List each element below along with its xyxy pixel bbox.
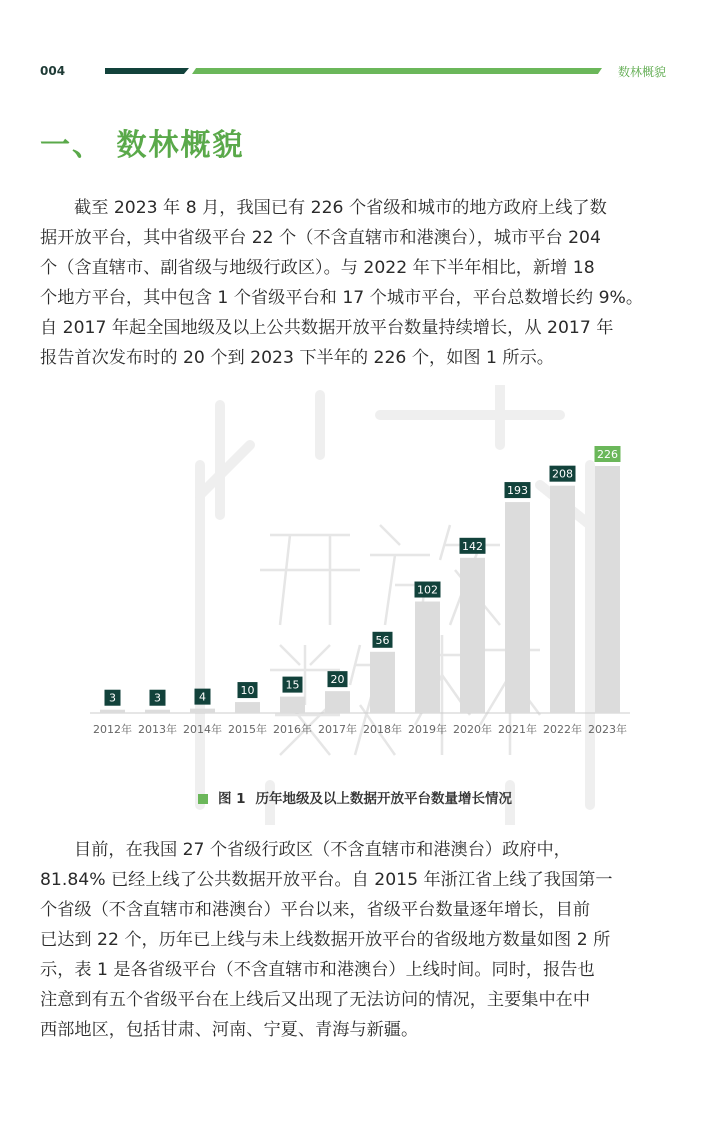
paragraph-line: 目前，在我国 27 个省级行政区（不含直辖市和港澳台）政府中， bbox=[74, 840, 571, 860]
section-title: 一、 数林概貌 bbox=[40, 128, 245, 163]
paragraph-line: 个省级（不含直辖市和港澳台）平台以来，省级平台数量逐年增长，目前 bbox=[40, 900, 591, 920]
bar-2016年 bbox=[280, 697, 305, 713]
value-label: 142 bbox=[462, 539, 483, 553]
paragraph-line: 注意到有五个省级平台在上线后又出现了无法访问的情况，主要集中在中 bbox=[40, 990, 591, 1010]
paragraph-line: 西部地区，包括甘肃、河南、宁夏、青海与新疆。 bbox=[40, 1020, 419, 1040]
value-label: 10 bbox=[240, 684, 255, 698]
chart-value-labels bbox=[105, 446, 621, 706]
header-bar-green bbox=[192, 68, 602, 74]
x-tick-label: 2014年 bbox=[183, 723, 222, 736]
x-tick-label: 2021年 bbox=[498, 723, 537, 736]
paragraph-line: 截至 2023 年 8 月，我国已有 226 个省级和城市的地方政府上线了数 bbox=[74, 198, 607, 218]
bar-2012年 bbox=[100, 710, 125, 713]
chart-bars bbox=[100, 466, 620, 713]
value-label: 20 bbox=[330, 673, 345, 687]
caption-figure-number: 图 1 bbox=[217, 791, 246, 807]
page-number: 004 bbox=[40, 64, 66, 78]
x-tick-label: 2016年 bbox=[273, 723, 312, 736]
x-tick-label: 2017年 bbox=[318, 723, 357, 736]
value-label: 208 bbox=[552, 467, 573, 481]
bar-2015年 bbox=[235, 702, 260, 713]
paragraph-line: 据开放平台，其中省级平台 22 个（不含直辖市和港澳台），城市平台 204 bbox=[40, 228, 601, 248]
bar-2022年 bbox=[550, 486, 575, 713]
header-section-title: 数林概貌 bbox=[618, 65, 667, 79]
x-tick-label: 2015年 bbox=[228, 723, 267, 736]
x-tick-label: 2018年 bbox=[363, 723, 402, 736]
paragraph-line: 个（含直辖市、副省级与地级行政区）。与 2022 年下半年相比，新增 18 bbox=[40, 258, 595, 278]
bar-2014年 bbox=[190, 709, 215, 713]
value-label: 56 bbox=[375, 633, 390, 647]
x-tick-label: 2012年 bbox=[93, 723, 132, 736]
bar-2019年 bbox=[415, 602, 440, 713]
paragraph-1 bbox=[40, 193, 672, 373]
paragraph-line: 示，表 1 是各省级平台（不含直辖市和港澳台）上线时间。同时，报告也 bbox=[40, 960, 595, 980]
header-bar-dark bbox=[105, 68, 189, 74]
paragraph-line: 81.84% 已经上线了公共数据开放平台。自 2015 年浙江省上线了我国第一 bbox=[40, 870, 613, 890]
bar-chart bbox=[90, 430, 630, 750]
bar-2017年 bbox=[325, 691, 350, 713]
chart-x-ticks bbox=[93, 722, 627, 736]
value-label: 15 bbox=[285, 678, 300, 692]
value-label: 3 bbox=[154, 691, 161, 705]
bar-2018年 bbox=[370, 652, 395, 713]
bar-2023年 bbox=[595, 466, 620, 713]
paragraph-2 bbox=[40, 835, 672, 1045]
x-tick-label: 2022年 bbox=[543, 723, 582, 736]
value-label: 193 bbox=[507, 484, 528, 498]
x-tick-label: 2023年 bbox=[588, 723, 627, 736]
paragraph-line: 已达到 22 个，历年已上线与未上线数据开放平台的省级地方数量如图 2 所 bbox=[40, 930, 611, 950]
figure-caption bbox=[0, 787, 710, 807]
paragraph-line: 自 2017 年起全国地级及以上公共数据开放平台数量持续增长，从 2017 年 bbox=[40, 318, 614, 338]
x-tick-label: 2020年 bbox=[453, 723, 492, 736]
paragraph-line: 个地方平台，其中包含 1 个省级平台和 17 个城市平台，平台总数增长约 9%。 bbox=[40, 288, 644, 308]
value-label: 102 bbox=[417, 583, 438, 597]
caption-square-icon bbox=[198, 794, 208, 804]
caption-text: 历年地级及以上数据开放平台数量增长情况 bbox=[255, 791, 513, 807]
bar-2013年 bbox=[145, 710, 170, 713]
value-label: 4 bbox=[199, 690, 206, 704]
x-tick-label: 2019年 bbox=[408, 723, 447, 736]
value-label: 226 bbox=[597, 448, 618, 461]
bar-2021年 bbox=[505, 502, 530, 713]
paragraph-line: 报告首次发布时的 20 个到 2023 下半年的 226 个，如图 1 所示。 bbox=[40, 348, 554, 368]
value-label: 3 bbox=[109, 691, 116, 705]
x-tick-label: 2013年 bbox=[138, 723, 177, 736]
bar-2020年 bbox=[460, 558, 485, 713]
